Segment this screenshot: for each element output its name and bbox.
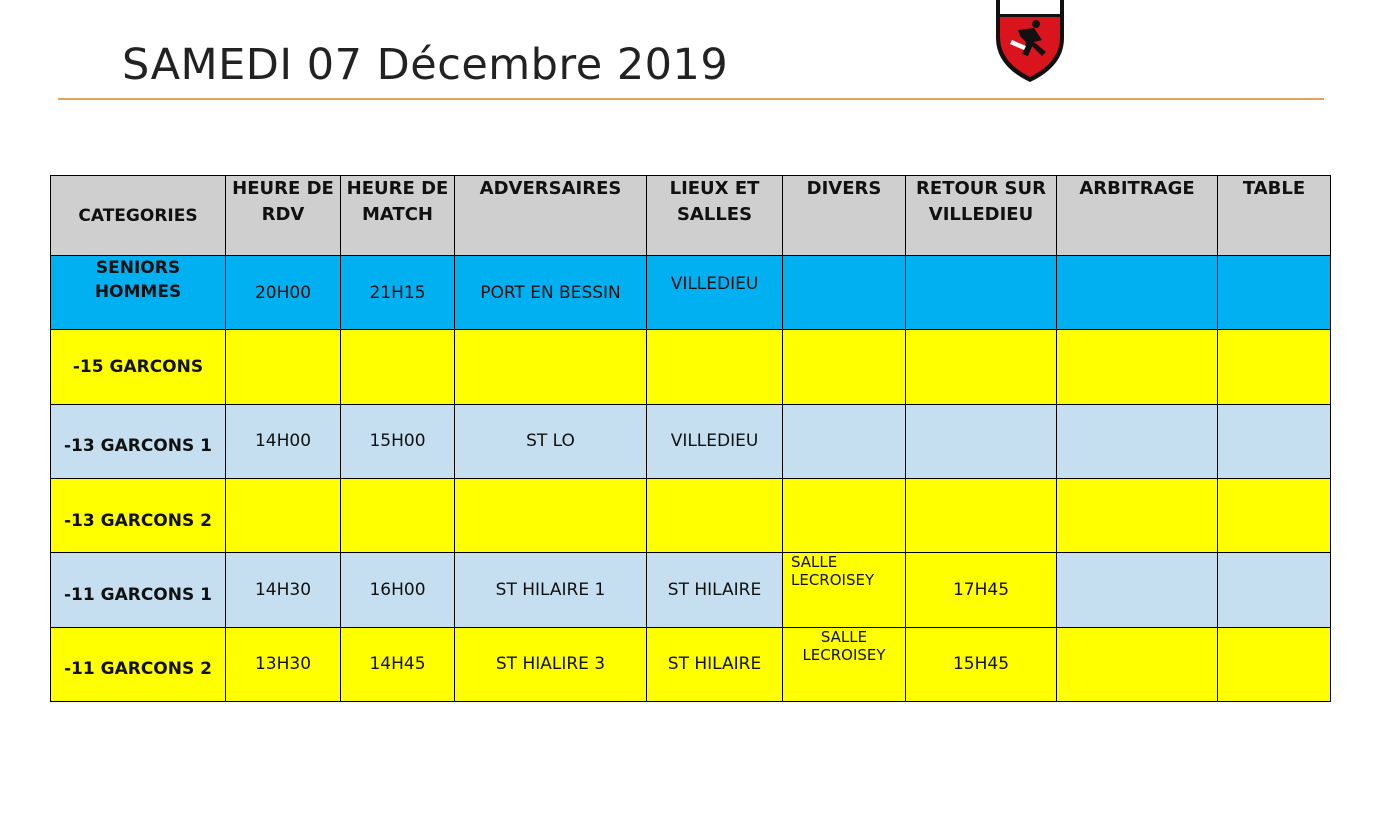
table-row xyxy=(51,627,1331,701)
cell-categorie: -11 GARCONS 1 xyxy=(51,553,226,627)
table-row xyxy=(51,404,1331,478)
table-row xyxy=(51,256,1331,330)
cell-divers xyxy=(783,404,906,478)
cell-match: 14H45 xyxy=(341,627,455,701)
cell-rdv: 14H30 xyxy=(226,553,341,627)
match-schedule-table xyxy=(50,175,1331,702)
table-row xyxy=(51,478,1331,552)
header-heure-rdv: HEURE DE RDV xyxy=(226,176,341,256)
cell-lieux: VILLEDIEU xyxy=(647,256,783,330)
cell-categorie: -13 GARCONS 2 xyxy=(51,478,226,552)
cell-match: 15H00 xyxy=(341,404,455,478)
cell-categorie: SENIORS HOMMES xyxy=(51,256,226,330)
cell-match xyxy=(341,478,455,552)
cell-table xyxy=(1218,330,1331,404)
cell-retour xyxy=(906,404,1057,478)
cell-rdv xyxy=(226,478,341,552)
cell-rdv: 14H00 xyxy=(226,404,341,478)
cell-table xyxy=(1218,404,1331,478)
cell-table xyxy=(1218,627,1331,701)
cell-adversaires: PORT EN BESSIN xyxy=(455,256,647,330)
header-lieux-salles: LIEUX ET SALLES xyxy=(647,176,783,256)
cell-retour: 15H45 xyxy=(906,627,1057,701)
cell-retour xyxy=(906,330,1057,404)
cell-adversaires: ST HIALIRE 3 xyxy=(455,627,647,701)
cell-table xyxy=(1218,256,1331,330)
page-title: SAMEDI 07 Décembre 2019 xyxy=(122,40,729,90)
header-arbitrage: ARBITRAGE xyxy=(1057,176,1218,256)
header-table: TABLE xyxy=(1218,176,1331,256)
table-row xyxy=(51,553,1331,627)
table-header-row xyxy=(51,176,1331,256)
header-retour: RETOUR SUR VILLEDIEU xyxy=(906,176,1057,256)
cell-divers: SALLE LECROISEY xyxy=(783,627,906,701)
header-divider xyxy=(58,98,1324,100)
cell-arbitrage xyxy=(1057,330,1218,404)
cell-arbitrage xyxy=(1057,256,1218,330)
cell-table xyxy=(1218,478,1331,552)
table-row xyxy=(51,330,1331,404)
cell-lieux: VILLEDIEU xyxy=(647,404,783,478)
cell-rdv: 20H00 xyxy=(226,256,341,330)
cell-divers xyxy=(783,330,906,404)
cell-arbitrage xyxy=(1057,627,1218,701)
cell-adversaires: ST HILAIRE 1 xyxy=(455,553,647,627)
handball-club-shield-icon xyxy=(990,0,1070,84)
cell-lieux xyxy=(647,330,783,404)
header-adversaires: ADVERSAIRES xyxy=(455,176,647,256)
header-heure-match: HEURE DE MATCH xyxy=(341,176,455,256)
header-categories: CATEGORIES xyxy=(51,176,226,256)
cell-categorie: -15 GARCONS xyxy=(51,330,226,404)
cell-arbitrage xyxy=(1057,478,1218,552)
cell-adversaires xyxy=(455,330,647,404)
cell-divers xyxy=(783,478,906,552)
cell-lieux: ST HILAIRE xyxy=(647,553,783,627)
cell-match: 16H00 xyxy=(341,553,455,627)
cell-retour xyxy=(906,256,1057,330)
cell-rdv: 13H30 xyxy=(226,627,341,701)
cell-divers xyxy=(783,256,906,330)
cell-lieux: ST HILAIRE xyxy=(647,627,783,701)
cell-divers: SALLE LECROISEY xyxy=(783,553,906,627)
cell-rdv xyxy=(226,330,341,404)
cell-lieux xyxy=(647,478,783,552)
cell-match xyxy=(341,330,455,404)
cell-adversaires: ST LO xyxy=(455,404,647,478)
cell-arbitrage xyxy=(1057,553,1218,627)
cell-retour xyxy=(906,478,1057,552)
cell-match: 21H15 xyxy=(341,256,455,330)
cell-categorie: -11 GARCONS 2 xyxy=(51,627,226,701)
cell-categorie: -13 GARCONS 1 xyxy=(51,404,226,478)
cell-retour: 17H45 xyxy=(906,553,1057,627)
cell-adversaires xyxy=(455,478,647,552)
header-divers: DIVERS xyxy=(783,176,906,256)
cell-table xyxy=(1218,553,1331,627)
cell-arbitrage xyxy=(1057,404,1218,478)
